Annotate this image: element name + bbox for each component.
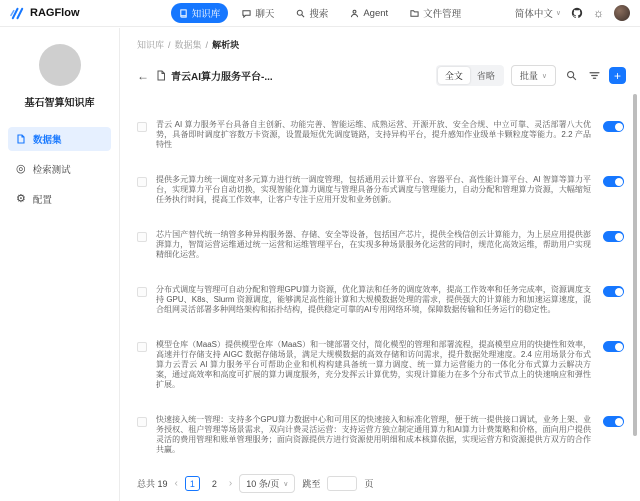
chunk-enable-toggle[interactable] bbox=[603, 176, 624, 187]
nav-tab-label: 搜索 bbox=[309, 9, 329, 20]
chunk-filter-button[interactable] bbox=[586, 68, 602, 84]
chunk-text[interactable]: 芯片国产替代统一纳管多种异构服务器、存储、安全等设备，包括国产芯片，提供全栈信创云计算能力，为上层应用提供澎湃算力，智简运营运维通过统一运营和运维管理平台，在实现多种场景服务化运营的同时，规范化高效运维，帮助用户实现精细化运营。 bbox=[156, 230, 591, 259]
bulk-button[interactable] bbox=[511, 65, 556, 86]
chunk-text[interactable]: 提供多元算力统一调度对多元算力进行统一调度管理，包括通用云计算平台、容器平台、高性能计算平台、AI 智算等算力平台，实现算力平台自动切换，实现智能化算力调度与管理具备分布式调度与管理能力，自动分配和管理算力资源，大幅缩短任务执行时间，提高工作效率，让客户专注于应用开发和业务创新。 bbox=[156, 175, 591, 204]
chunk-row bbox=[137, 175, 624, 205]
nav-tab-agent[interactable] bbox=[342, 5, 396, 22]
nav-tab-label: Agent bbox=[363, 7, 389, 19]
agent-icon bbox=[350, 9, 359, 18]
nav-tab-label: 聊天 bbox=[255, 9, 275, 20]
chunk-row bbox=[137, 230, 624, 260]
breadcrumb-separator: / bbox=[168, 39, 171, 50]
chunk-toolbar bbox=[436, 65, 626, 86]
nav-tab-file-manager[interactable] bbox=[402, 3, 469, 23]
page-size-value: 10 条/页 bbox=[246, 479, 280, 489]
dataset-icon bbox=[16, 134, 26, 144]
chunk-enable-toggle[interactable] bbox=[603, 121, 624, 132]
sidebar-item-dataset[interactable] bbox=[8, 127, 111, 151]
page-size-select[interactable] bbox=[239, 474, 295, 493]
nav-tab-knowledge-base[interactable] bbox=[171, 3, 229, 23]
nav-tab-label: 知识库 bbox=[191, 9, 221, 20]
chevron-down-icon: ∨ bbox=[541, 72, 547, 80]
breadcrumb-separator: / bbox=[205, 39, 209, 50]
document-icon bbox=[156, 70, 166, 81]
breadcrumb-chunks: 解析块 bbox=[212, 40, 240, 50]
language-selector[interactable] bbox=[515, 6, 561, 20]
chunk-search-button[interactable] bbox=[563, 68, 579, 84]
chunk-checkbox[interactable] bbox=[137, 287, 147, 297]
sidebar-item-retrieval-test[interactable] bbox=[8, 157, 111, 181]
chat-icon bbox=[242, 9, 251, 18]
chunk-text[interactable]: 快速接入统一管理：支持多个GPU算力数据中心和可用区的快速接入和标准化管理，便于统一提供接口调试，业务上架、业务授权、租户管理等场景需求，双向计费灵活运营：支持运营方独立制定通用算力和AI算力计费策略和价格，面向用户提供灵活的费用管理和账单管理服务；面向资源提供方进行资源使用明细和成本核算依据，实现运营方和资源提供方双方的合作共赢。 bbox=[156, 415, 591, 454]
segment-ellipse[interactable]: 省略 bbox=[476, 71, 495, 81]
search-icon bbox=[566, 70, 577, 81]
nav-tab-chat[interactable] bbox=[234, 3, 282, 23]
kb-name: 基石智算知识库 bbox=[24, 98, 95, 109]
file-manager-icon bbox=[410, 9, 419, 18]
chunk-row bbox=[137, 340, 624, 390]
breadcrumb bbox=[121, 28, 640, 51]
breadcrumb-knowledge-base[interactable]: 知识库 bbox=[137, 40, 165, 50]
brand-name: RAGFlow bbox=[30, 7, 80, 19]
segment-full-text[interactable]: 全文 bbox=[438, 67, 470, 84]
top-navbar bbox=[0, 0, 640, 27]
language-label: 简体中文 bbox=[514, 9, 553, 20]
main-content bbox=[121, 28, 640, 501]
chunk-list bbox=[121, 116, 630, 469]
jump-label: 跳至 bbox=[302, 479, 321, 489]
bulk-label: 批量 bbox=[519, 71, 538, 81]
chunk-text[interactable]: 模型仓库（MaaS）提供模型仓库（MaaS）和一键部署交付，简化模型的管理和部署流程，提高模型应用的快捷性和效率，高速并行存储支持 AIGC 数据存储场景，满足大规模数据的高效存储和访问需求，提升数据处理速度。2.4 应用场景分布式算力云青云 AI 算力服务平台可帮助企业和机构构建具备统一算力调度、统一算力运营能力的一体化分布式算力云解决方案，通过高效率和高度可扩展的算力调度服务，充分发挥云计算优势，实现计算能力在多个分布式节点上的快速响应和弹性扩展。 bbox=[156, 340, 591, 389]
chunk-checkbox[interactable] bbox=[137, 122, 147, 132]
chevron-down-icon: ∨ bbox=[555, 10, 561, 17]
sidebar-menu bbox=[0, 127, 119, 211]
chunk-checkbox[interactable] bbox=[137, 232, 147, 242]
chunk-row bbox=[137, 285, 624, 315]
chunk-row bbox=[137, 120, 624, 150]
user-avatar[interactable] bbox=[614, 5, 630, 21]
next-page-icon[interactable]: › bbox=[228, 478, 233, 489]
page-number-1[interactable]: 1 bbox=[185, 476, 200, 491]
knowledge-base-icon bbox=[179, 9, 188, 18]
navbar-right bbox=[480, 5, 630, 21]
kb-avatar bbox=[39, 44, 81, 86]
breadcrumb-dataset[interactable]: 数据集 bbox=[174, 40, 202, 50]
plus-icon: + bbox=[613, 68, 621, 83]
nav-tab-search[interactable] bbox=[288, 3, 336, 23]
retrieval-test-icon: ◎ bbox=[16, 162, 26, 175]
chunk-checkbox[interactable] bbox=[137, 342, 147, 352]
sidebar-item-label: 配置 bbox=[32, 195, 52, 206]
chunk-enable-toggle[interactable] bbox=[603, 286, 624, 297]
chevron-down-icon: ∨ bbox=[283, 480, 289, 488]
brand[interactable] bbox=[10, 6, 160, 21]
nav-tab-label: 文件管理 bbox=[423, 9, 462, 20]
chunk-row bbox=[137, 415, 624, 455]
sidebar-item-label: 数据集 bbox=[33, 135, 62, 146]
vertical-scrollbar[interactable] bbox=[633, 94, 637, 436]
sidebar-item-label: 检索测试 bbox=[32, 165, 71, 176]
pagination bbox=[137, 474, 373, 493]
page-number-2[interactable]: 2 bbox=[211, 478, 217, 489]
back-arrow-icon[interactable]: ← bbox=[137, 68, 149, 83]
theme-toggle-icon[interactable]: ☼ bbox=[593, 6, 604, 20]
chunk-text[interactable]: 青云 AI 算力服务平台具备自主创新、功能完善、智能运维、成熟运营、开源开放、安全合规、中立可靠、灵活部署八大优势，具备即时调度扩容数万卡资源，设置最短优先调度链路，支持异构平台，提升感知作业级单卡颗粒度等能力。2.2 产品特性 bbox=[156, 120, 591, 149]
github-icon[interactable] bbox=[571, 7, 583, 19]
kb-sidebar bbox=[0, 28, 120, 501]
pagination-total: 总共 19 bbox=[137, 479, 168, 489]
jump-page-input[interactable] bbox=[327, 476, 357, 491]
main-nav bbox=[160, 3, 480, 23]
doc-header bbox=[137, 65, 626, 86]
page-suffix-label: 页 bbox=[364, 479, 374, 489]
sidebar-item-config[interactable] bbox=[8, 187, 111, 211]
config-icon: ⚙ bbox=[16, 192, 26, 205]
prev-page-icon[interactable]: ‹ bbox=[174, 478, 178, 489]
view-mode-segmented bbox=[436, 65, 504, 86]
chunk-enable-toggle[interactable] bbox=[603, 416, 624, 427]
chunk-enable-toggle[interactable] bbox=[603, 341, 624, 352]
chunk-checkbox[interactable] bbox=[137, 177, 147, 187]
search-icon bbox=[296, 9, 305, 18]
ragflow-logo-icon bbox=[10, 6, 25, 21]
filter-icon bbox=[589, 70, 600, 81]
doc-title: 青云AI算力服务平台-... bbox=[171, 72, 273, 83]
chunk-enable-toggle[interactable] bbox=[603, 231, 624, 242]
chunk-text[interactable]: 分布式调度与管理可自动分配和管理GPU算力资源，优化算法和任务的调度效率，提高工作效率和任务完成率，资源调度支持 GPU、K8s、Slurm 资源调度，能够满足高性能计算和大规模数据处理的需求，提供强大的计算能力和加速运算速度，混合组网灵活部署多种网络架构和拓扑结构，提供稳定可靠的AI专用网络环境，保障数据传输和任务运行的稳定性。 bbox=[156, 285, 591, 314]
chunk-checkbox[interactable] bbox=[137, 417, 147, 427]
add-chunk-button[interactable] bbox=[609, 67, 626, 84]
